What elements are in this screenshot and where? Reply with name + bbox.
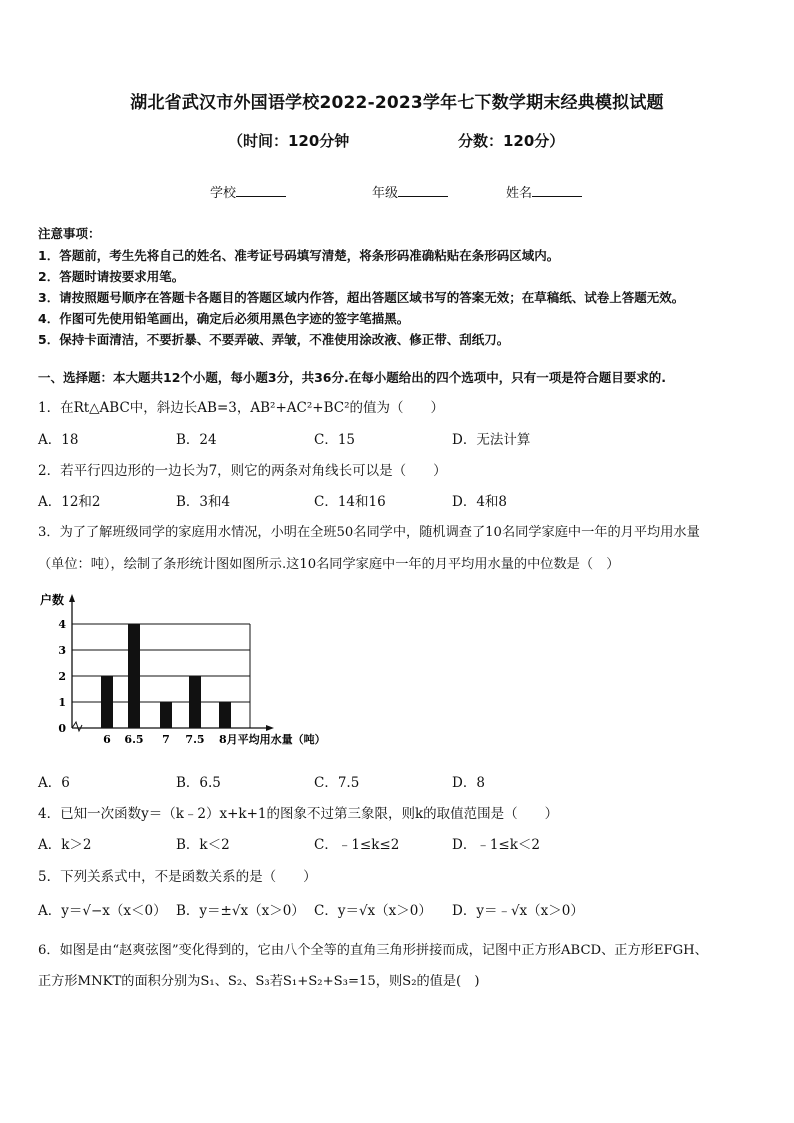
q2-option-b: B．3和4	[176, 494, 231, 510]
name-label: 姓名	[506, 186, 533, 201]
grade-blank	[398, 184, 448, 197]
x-axis-arrow	[266, 725, 274, 731]
grade-label: 年级	[372, 186, 399, 201]
y-tick-label: 4	[58, 618, 66, 631]
q4-option-b: B．k＜2	[176, 837, 230, 853]
grade-field	[372, 182, 448, 201]
bar-chart	[30, 588, 360, 748]
bar-7	[160, 702, 172, 728]
q1-option-b: B．24	[176, 432, 217, 448]
q4-option-a: A．k＞2	[38, 837, 92, 853]
exam-time: （时间：120分钟	[228, 132, 350, 150]
q4-option-c: C．﹣1≤k≤2	[314, 837, 400, 853]
x-tick-label: 6.5	[124, 733, 144, 746]
q3-option-a: A．6	[38, 775, 70, 791]
q3-option-c: C．7.5	[314, 775, 360, 791]
bar-7.5	[189, 676, 201, 728]
q3-option-d: D．8	[452, 775, 485, 791]
y-tick-label: 2	[58, 670, 66, 683]
bar-6.5	[128, 624, 140, 728]
y-axis-label: 户数	[40, 593, 65, 607]
exam-title: 湖北省武汉市外国语学校2022-2023学年七下数学期末经典模拟试题	[130, 93, 664, 113]
bar-8	[219, 702, 231, 728]
x-tick-label: 7.5	[185, 733, 205, 746]
question-3-line2: （单位：吨），绘制了条形统计图如图所示.这10名同学家庭中一年的月平均用水量的中位数是（ ）	[38, 557, 620, 572]
note-item: 3．请按照题号顺序在答题卡各题目的答题区域内作答，超出答题区域书写的答案无效；在草稿纸、试卷上答题无效。	[38, 290, 685, 305]
question-5: 5．下列关系式中，不是函数关系的是（ ）	[38, 869, 317, 885]
question-3-line1: 3．为了了解班级同学的家庭用水情况，小明在全班50名同学中，随机调查了10名同学家庭中一年的月平均用水量	[38, 525, 700, 540]
q4-option-d: D．﹣1≤k＜2	[452, 837, 540, 853]
school-field	[210, 182, 286, 201]
y-tick-label: 1	[58, 696, 66, 709]
note-item: 4．作图可先使用铅笔画出，确定后必须用黑色字迹的签字笔描黑。	[38, 311, 410, 326]
y-tick-label: 0	[58, 722, 66, 735]
x-tick-label: 7	[162, 733, 170, 746]
bar-6	[101, 676, 113, 728]
exam-score: 分数：120分）	[458, 132, 565, 150]
q5-option-d: D．y＝﹣√x（x＞0）	[452, 903, 584, 919]
q1-option-c: C．15	[314, 432, 356, 448]
q5-option-c: C．y＝√x（x＞0）	[314, 903, 432, 919]
note-item: 2．答题时请按要求用笔。	[38, 269, 185, 284]
y-tick-label: 3	[58, 644, 66, 657]
axis-break	[72, 722, 82, 731]
q2-option-a: A．12和2	[38, 494, 101, 510]
school-blank	[236, 184, 286, 197]
q3-option-b: B．6.5	[176, 775, 221, 791]
section-heading: 一、选择题：本大题共12个小题，每小题3分，共36分.在每小题给出的四个选项中，只有一项是符合题目要求的.	[38, 370, 666, 385]
question-6-line2: 正方形MNKT的面积分别为S₁、S₂、S₃若S₁+S₂+S₃=15，则S₂的值是( )	[38, 974, 480, 989]
note-item: 1．答题前，考生先将自己的姓名、准考证号码填写清楚，将条形码准确粘贴在条形码区域内。	[38, 248, 560, 263]
question-4: 4．已知一次函数y＝（k﹣2）x+k+1的图象不过第三象限，则k的取值范围是（ ）	[38, 806, 559, 822]
q5-option-a: A．y＝√−x（x＜0）	[38, 903, 167, 919]
q5-option-b: B．y＝±√x（x＞0）	[176, 903, 305, 919]
note-item: 5．保持卡面清洁，不要折暴、不要弄破、弄皱，不准使用涂改液、修正带、刮纸刀。	[38, 332, 510, 347]
name-field	[506, 182, 582, 201]
q2-option-c: C．14和16	[314, 494, 386, 510]
q2-option-d: D．4和8	[452, 494, 508, 510]
q1-option-d: D．无法计算	[452, 432, 531, 448]
name-blank	[532, 184, 582, 197]
question-1: 1．在Rt△ABC中，斜边长AB=3，AB²+AC²+BC²的值为（ ）	[38, 400, 444, 416]
notes-heading: 注意事项：	[38, 226, 101, 241]
question-2: 2．若平行四边形的一边长为7，则它的两条对角线长可以是（ ）	[38, 463, 447, 479]
y-axis-arrow	[69, 594, 75, 602]
question-6-line1: 6．如图是由“赵爽弦图”变化得到的，它由八个全等的直角三角形拼接而成，记图中正方形ABCD、正方形EFGH、	[38, 943, 708, 958]
x-tick-label: 6	[103, 733, 111, 746]
q1-option-a: A．18	[38, 432, 79, 448]
school-label: 学校	[210, 186, 237, 201]
x-tick-label: 8月平均用水量（吨）	[219, 733, 326, 746]
